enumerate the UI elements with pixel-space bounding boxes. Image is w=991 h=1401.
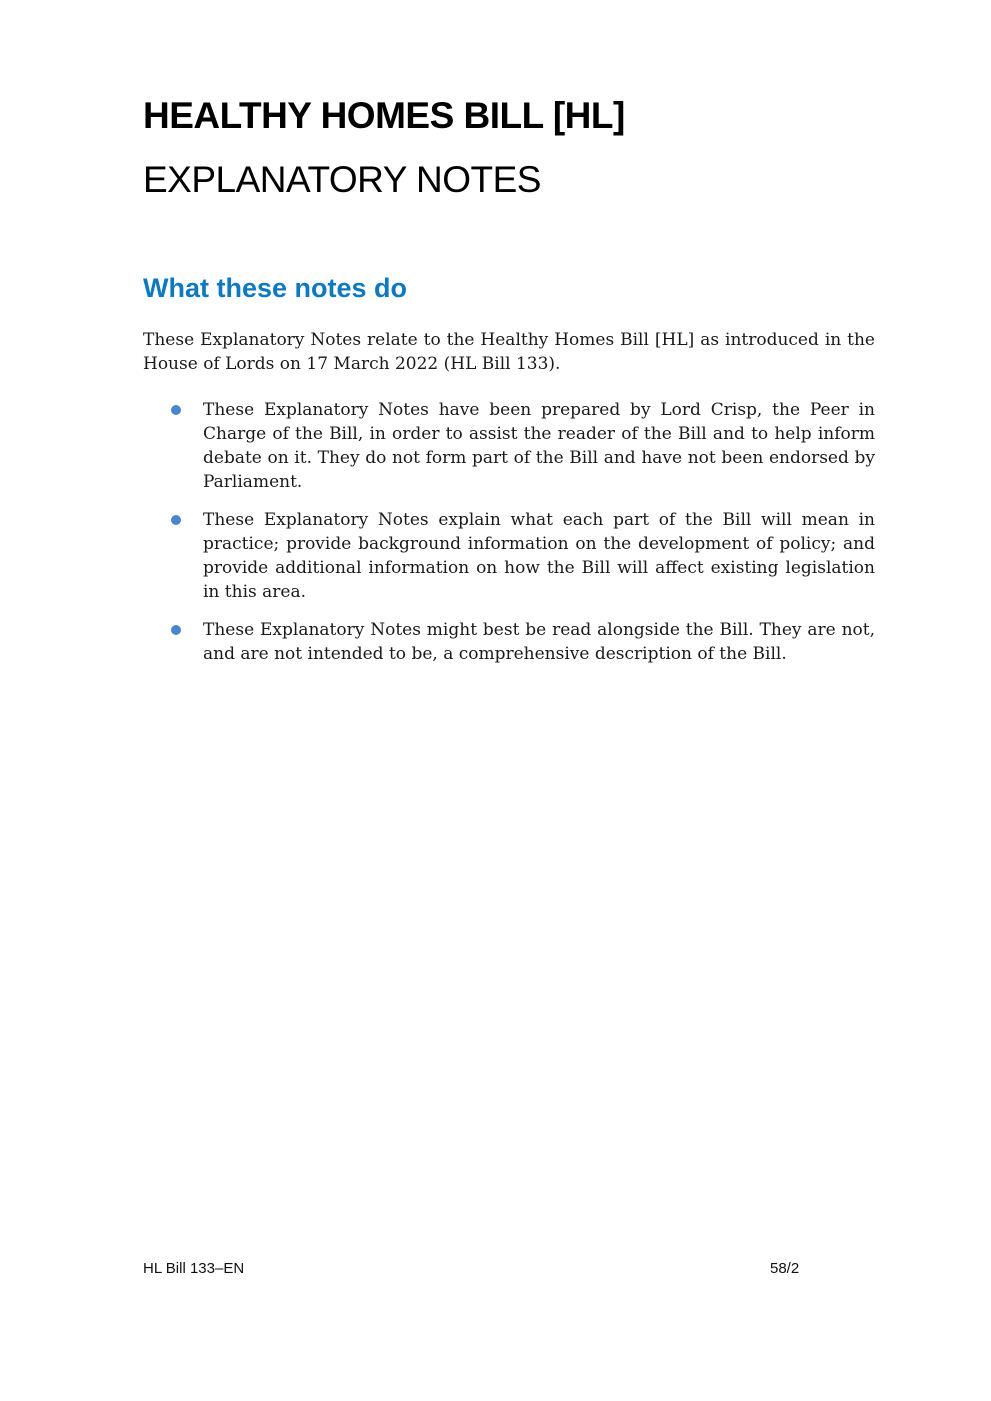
- list-item: [143, 398, 875, 494]
- footer-page-number: 58/2: [770, 1260, 800, 1277]
- intro-paragraph: These Explanatory Notes relate to the Healthy Homes Bill [HL] as introduced in the House of Lords on 17 March 2022 (HL Bill 133).: [143, 330, 875, 375]
- document-subtitle: EXPLANATORY NOTES: [143, 158, 541, 200]
- bullet-icon: [171, 405, 181, 415]
- section-heading: What these notes do: [143, 272, 408, 303]
- list-item-text: These Explanatory Notes might best be read alongside the Bill. They are not, and are not intended to be, a comprehensive description of the Bill.: [203, 620, 875, 665]
- page-content: [0, 0, 991, 666]
- list-item-text: These Explanatory Notes have been prepared by Lord Crisp, the Peer in Charge of the Bill, in order to assist the reader of the Bill and to help inform debate on it. They do not form part of the Bill and have not been endorsed by Parliament.: [203, 400, 875, 493]
- list-item: [143, 618, 875, 666]
- list-item: [143, 508, 875, 604]
- document-title: HEALTHY HOMES BILL [HL]: [143, 95, 625, 136]
- bullet-icon: [171, 625, 181, 635]
- notes-bullet-list: [143, 398, 875, 666]
- list-item-text: These Explanatory Notes explain what each part of the Bill will mean in practice; provide background information on the development of policy; and provide additional information on how the Bill will affect existing legislation in this area.: [203, 510, 875, 603]
- footer-bill-reference: HL Bill 133–EN: [143, 1260, 245, 1277]
- bullet-icon: [171, 515, 181, 525]
